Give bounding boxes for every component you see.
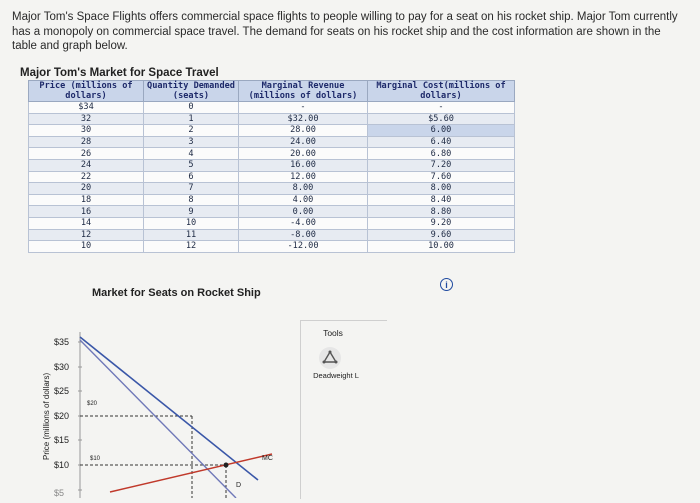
cell-mr: 16.00 <box>239 159 368 171</box>
cell-quantity: 11 <box>144 229 239 241</box>
table-row <box>29 206 515 218</box>
problem-intro-text: Major Tom's Space Flights offers commercial space flights to people willing to pay for a seat on his rocket ship. Major Tom currently has a monopoly on commercial space travel. The demand for seats on his rocket ship and the cost information are shown in the table and graph below. <box>12 11 678 52</box>
cell-mc: 8.00 <box>368 183 515 195</box>
table-row <box>29 217 515 229</box>
cell-mr: 0.00 <box>239 206 368 218</box>
table-row <box>29 241 515 253</box>
header-marginal-revenue: Marginal Revenue (millions of dollars) <box>239 81 368 102</box>
deadweight-triangle-icon[interactable] <box>319 347 341 369</box>
cell-mc: 7.20 <box>368 159 515 171</box>
y-tick-label: $5 <box>54 488 65 498</box>
table-row <box>29 183 515 195</box>
demand-curve[interactable] <box>80 337 258 480</box>
graph-title: Market for Seats on Rocket Ship <box>92 287 261 299</box>
cell-mr: 24.00 <box>239 136 368 148</box>
cell-quantity: 10 <box>144 217 239 229</box>
table-row <box>29 102 515 114</box>
cell-mr: 20.00 <box>239 148 368 160</box>
marginal-cost-curve[interactable] <box>110 454 272 492</box>
graph-area[interactable] <box>40 320 300 498</box>
cell-mc: 6.80 <box>368 148 515 160</box>
table-row <box>29 171 515 183</box>
cell-price: 22 <box>29 171 144 183</box>
deadweight-loss-tool-label[interactable]: Deadweight L <box>313 371 359 380</box>
table-row <box>29 113 515 125</box>
table-row <box>29 229 515 241</box>
marginal-revenue-curve[interactable] <box>80 340 236 498</box>
cell-mr: $32.00 <box>239 113 368 125</box>
point-label-20: $20 <box>87 401 98 407</box>
cell-price: 18 <box>29 194 144 206</box>
cell-quantity: 5 <box>144 159 239 171</box>
y-tick-label: $15 <box>54 435 70 445</box>
cell-mc: 8.40 <box>368 194 515 206</box>
cell-quantity: 7 <box>144 183 239 195</box>
cell-quantity: 3 <box>144 136 239 148</box>
y-tick-label: $35 <box>54 337 70 347</box>
cell-mr: -12.00 <box>239 241 368 253</box>
point-label-10: $10 <box>90 456 101 462</box>
cell-price: 12 <box>29 229 144 241</box>
y-tick-label: $25 <box>54 386 70 396</box>
demand-curve-label: D <box>236 482 242 489</box>
header-marginal-cost: Marginal Cost(millions of dollars) <box>368 81 515 102</box>
y-axis-label: Price (millions of dollars) <box>42 372 51 460</box>
cell-quantity: 0 <box>144 102 239 114</box>
cell-quantity: 4 <box>144 148 239 160</box>
cell-quantity: 6 <box>144 171 239 183</box>
cell-price: 10 <box>29 241 144 253</box>
cell-quantity: 9 <box>144 206 239 218</box>
cell-mr: -4.00 <box>239 217 368 229</box>
tools-label: Tools <box>323 328 343 338</box>
cell-price: 30 <box>29 125 144 137</box>
cell-price: 24 <box>29 159 144 171</box>
cell-quantity: 12 <box>144 241 239 253</box>
cell-mc: 6.40 <box>368 136 515 148</box>
table-title: Major Tom's Market for Space Travel <box>20 67 219 79</box>
table-row <box>29 125 515 137</box>
equilibrium-point[interactable] <box>224 463 229 468</box>
table-row <box>29 159 515 171</box>
cell-mc: 8.80 <box>368 206 515 218</box>
cell-mc: $5.60 <box>368 113 515 125</box>
y-tick-label: $10 <box>54 460 70 470</box>
cell-mr: 12.00 <box>239 171 368 183</box>
cell-mc: - <box>368 102 515 114</box>
cell-mr: 8.00 <box>239 183 368 195</box>
cell-price: 20 <box>29 183 144 195</box>
header-quantity: Quantity Demanded (seats) <box>144 81 239 102</box>
cell-quantity: 8 <box>144 194 239 206</box>
cell-mc: 9.20 <box>368 217 515 229</box>
market-table <box>28 80 515 253</box>
table-row <box>29 136 515 148</box>
cell-mr: - <box>239 102 368 114</box>
table-row <box>29 148 515 160</box>
cell-price: $34 <box>29 102 144 114</box>
chart-svg <box>40 320 300 498</box>
cell-price: 16 <box>29 206 144 218</box>
cell-mc: 6.00 <box>368 125 515 137</box>
mc-curve-label: MC <box>262 455 273 462</box>
cell-mc: 7.60 <box>368 171 515 183</box>
tools-panel <box>300 320 387 499</box>
cell-price: 32 <box>29 113 144 125</box>
cell-mc: 10.00 <box>368 241 515 253</box>
cell-quantity: 2 <box>144 125 239 137</box>
header-price: Price (millions of dollars) <box>29 81 144 102</box>
cell-mr: 28.00 <box>239 125 368 137</box>
cell-quantity: 1 <box>144 113 239 125</box>
cell-mr: -8.00 <box>239 229 368 241</box>
table-header-row <box>29 81 515 102</box>
cell-price: 14 <box>29 217 144 229</box>
cell-mc: 9.60 <box>368 229 515 241</box>
cell-price: 28 <box>29 136 144 148</box>
cell-mr: 4.00 <box>239 194 368 206</box>
info-icon[interactable]: i <box>440 278 453 291</box>
cell-price: 26 <box>29 148 144 160</box>
table-row <box>29 194 515 206</box>
y-tick-label: $30 <box>54 362 70 372</box>
y-tick-label: $20 <box>54 411 70 421</box>
